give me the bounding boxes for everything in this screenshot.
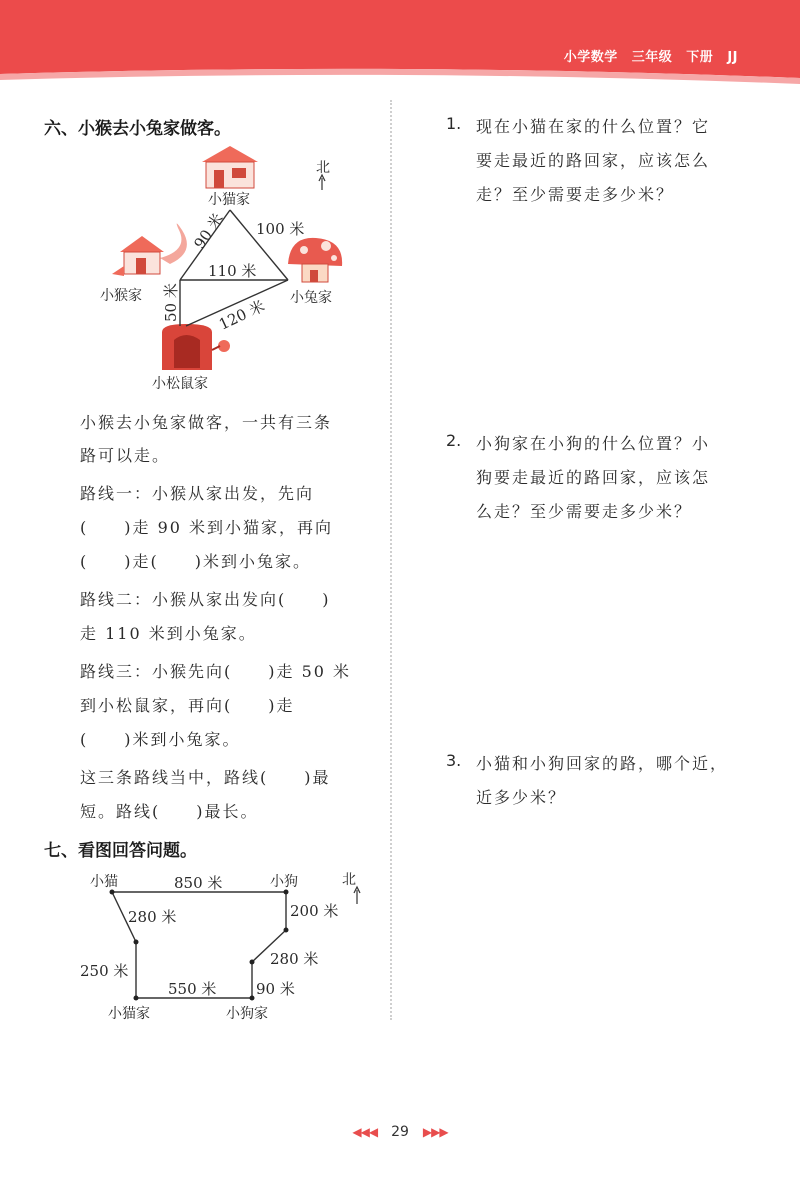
q1-number: 1.: [446, 114, 462, 133]
squirrel-house-icon: [162, 324, 230, 370]
rabbit-home-label: 小兔家: [290, 290, 332, 306]
section7-title: 七、看图回答问题。: [44, 841, 197, 861]
s6-line-12: 短。路线( )最长。: [80, 802, 259, 821]
dist-monkey-squirrel: 50 米: [162, 283, 180, 322]
rabbit-house-icon: [288, 238, 342, 282]
header-grade: 三年级: [631, 50, 673, 65]
dist-left-upper: 280 米: [128, 908, 177, 926]
dist-bottom: 550 米: [168, 980, 217, 998]
q1-line-2: 要走最近的路回家，应该怎么: [476, 151, 711, 170]
monkey-home-label: 小猴家: [100, 288, 142, 304]
q2-line-1: 小狗家在小狗的什么位置？小: [476, 434, 711, 453]
s6-line-8: 路线三：小猴先向( )走 50 米: [80, 662, 352, 681]
label-dog-home: 小狗家: [226, 1006, 268, 1022]
section6-title: 六、小猴去小兔家做客。: [44, 119, 231, 139]
north-label: 北: [316, 160, 330, 176]
q1-line-3: 走？至少需要走多少米？: [476, 185, 675, 204]
column-divider: [390, 100, 392, 1020]
header-edition: JJ: [727, 50, 738, 65]
s6-line-4: ( )走 90 米到小猫家，再向: [80, 518, 334, 537]
label-dog: 小狗: [270, 874, 298, 890]
squirrel-home-label: 小松鼠家: [152, 376, 208, 392]
dist-top: 850 米: [174, 874, 223, 892]
section6-map: [90, 140, 360, 400]
header-subject: 小学数学: [563, 50, 618, 65]
right-arrows-icon: ▶▶▶: [422, 1125, 448, 1139]
header-meta: [550, 46, 738, 65]
dist-right-top: 200 米: [290, 902, 339, 920]
label-cat: 小猫: [90, 874, 118, 890]
q3-line-2: 近多少米？: [476, 788, 567, 807]
dist-squirrel-rabbit: 120 米: [216, 296, 268, 334]
s6-line-11: 这三条路线当中，路线( )最: [80, 768, 331, 787]
q1-line-1: 现在小猫在家的什么位置？它: [476, 117, 711, 136]
dist-monkey-rabbit: 110 米: [208, 262, 257, 280]
q2-line-3: 么走？至少需要走多少米？: [476, 502, 693, 521]
cat-house-icon: [202, 146, 258, 188]
q3-line-1: 小猫和小狗回家的路，哪个近，: [476, 754, 729, 773]
s6-line-7: 走 110 米到小兔家。: [80, 624, 257, 643]
north-label-7: 北: [342, 872, 356, 888]
s6-line-10: ( )米到小兔家。: [80, 730, 241, 749]
dist-cat-rabbit: 100 米: [256, 220, 305, 238]
s6-line-9: 到小松鼠家，再向( )走: [80, 696, 295, 715]
s6-line-3: 路线一：小猴从家出发，先向: [80, 484, 315, 503]
dist-right-bottom: 90 米: [256, 980, 295, 998]
q2-line-2: 狗要走最近的路回家，应该怎: [476, 468, 711, 487]
q2-number: 2.: [446, 431, 462, 450]
s6-line-5: ( )走( )米到小兔家。: [80, 552, 311, 571]
s6-line-2: 路可以走。: [80, 446, 171, 465]
header-band: [0, 0, 800, 90]
dist-left-lower: 250 米: [80, 962, 129, 980]
s6-line-6: 路线二：小猴从家出发向( ): [80, 590, 331, 609]
dist-monkey-cat: 90 米: [190, 209, 228, 253]
cat-home-label: 小猫家: [208, 192, 250, 208]
section7-map: [70, 866, 380, 1036]
q3-number: 3.: [446, 751, 462, 770]
page-number: 29: [391, 1124, 409, 1140]
monkey-house-icon: [112, 223, 187, 276]
left-arrows-icon: ◀◀◀: [352, 1125, 378, 1139]
page-footer: [0, 1124, 800, 1140]
header-volume: 下册: [686, 50, 714, 65]
label-cat-home: 小猫家: [108, 1006, 150, 1022]
s6-line-1: 小猴去小兔家做客，一共有三条: [80, 413, 333, 432]
dist-right-mid: 280 米: [270, 950, 319, 968]
